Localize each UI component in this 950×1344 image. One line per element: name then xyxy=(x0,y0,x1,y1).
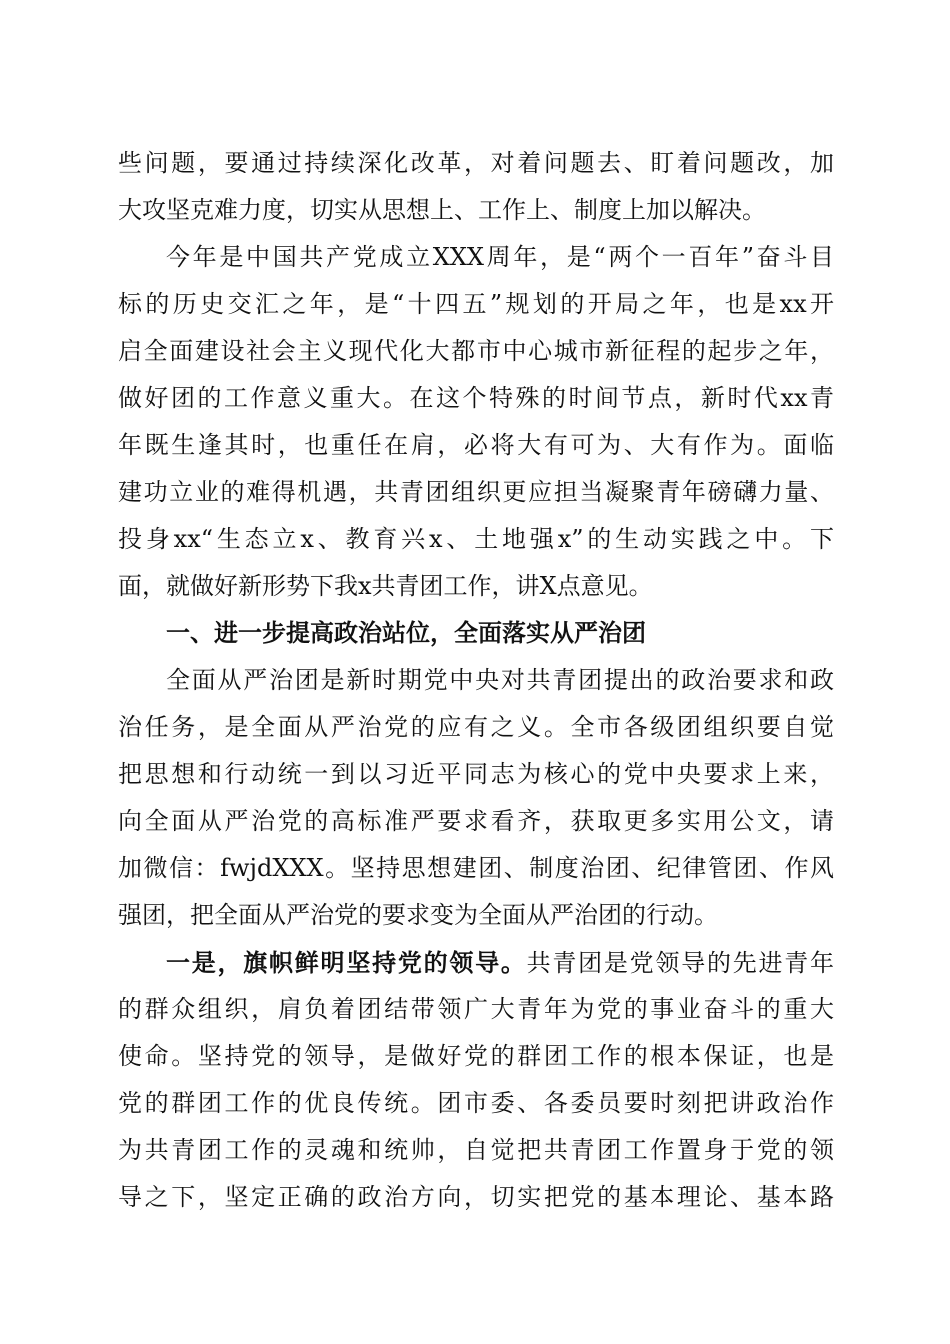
text-line: 启全面建设社会主义现代化大都市中心城市新征程的起步之年， xyxy=(118,337,834,365)
text-line: 向全面从严治党的高标准严要求看齐，获取更多实用公文，请 xyxy=(118,807,834,835)
text-line: 治任务，是全面从严治党的应有之义。全市各级团组织要自觉 xyxy=(118,713,834,741)
paragraph-2 xyxy=(118,234,834,610)
text-line: 导之下，坚定正确的政治方向，切实把党的基本理论、基本路 xyxy=(118,1183,834,1211)
text-line: 全面从严治团是新时期党中央对共青团提出的政治要求和政 xyxy=(166,666,834,694)
document-body xyxy=(118,140,834,1221)
section-heading: 一、进一步提高政治站位，全面落实从严治团 xyxy=(166,619,646,647)
text-line: 标的历史交汇之年，是“十四五”规划的开局之年，也是xx开 xyxy=(118,290,834,318)
paragraph-3 xyxy=(118,657,834,939)
text-line: 为共青团工作的灵魂和统帅，自觉把共青团工作置身于党的领 xyxy=(118,1136,834,1164)
bold-lead-text: 一是，旗帜鲜明坚持党的领导。 xyxy=(166,948,527,977)
text-line xyxy=(118,939,834,986)
text-line: 加微信：fwjdXXX。坚持思想建团、制度治团、纪律管团、作风 xyxy=(118,854,834,882)
text-line: 今年是中国共产党成立XXX周年，是“两个一百年”奋斗目 xyxy=(166,243,834,271)
text-line: 建功立业的难得机遇，共青团组织更应担当凝聚青年磅礴力量、 xyxy=(118,478,834,506)
text-line: 面，就做好新形势下我x共青团工作，讲X点意见。 xyxy=(118,572,653,600)
paragraph-1 xyxy=(118,140,834,234)
text-line: 党的群团工作的优良传统。团市委、各委员要时刻把讲政治作 xyxy=(118,1089,834,1117)
text-line: 把思想和行动统一到以习近平同志为核心的党中央要求上来， xyxy=(118,760,834,788)
text-line: 强团，把全面从严治党的要求变为全面从严治团的行动。 xyxy=(118,901,718,929)
text-line: 做好团的工作意义重大。在这个特殊的时间节点，新时代xx青 xyxy=(118,384,834,412)
text-line: 使命。坚持党的领导，是做好党的群团工作的根本保证，也是 xyxy=(118,1042,834,1070)
paragraph-4 xyxy=(118,939,834,1221)
text-line: 大攻坚克难力度，切实从思想上、工作上、制度上加以解决。 xyxy=(118,196,766,224)
text-line: 投身xx“生态立x、教育兴x、土地强x”的生动实践之中。下 xyxy=(118,525,834,553)
text-line: 些问题，要通过持续深化改革，对着问题去、盯着问题改，加 xyxy=(118,149,834,177)
text-line: 的群众组织，肩负着团结带领广大青年为党的事业奋斗的重大 xyxy=(118,995,834,1023)
text-line: 年既生逢其时，也重任在肩，必将大有可为、大有作为。面临 xyxy=(118,431,834,459)
text-run: 共青团是党领导的先进青年 xyxy=(526,949,834,977)
